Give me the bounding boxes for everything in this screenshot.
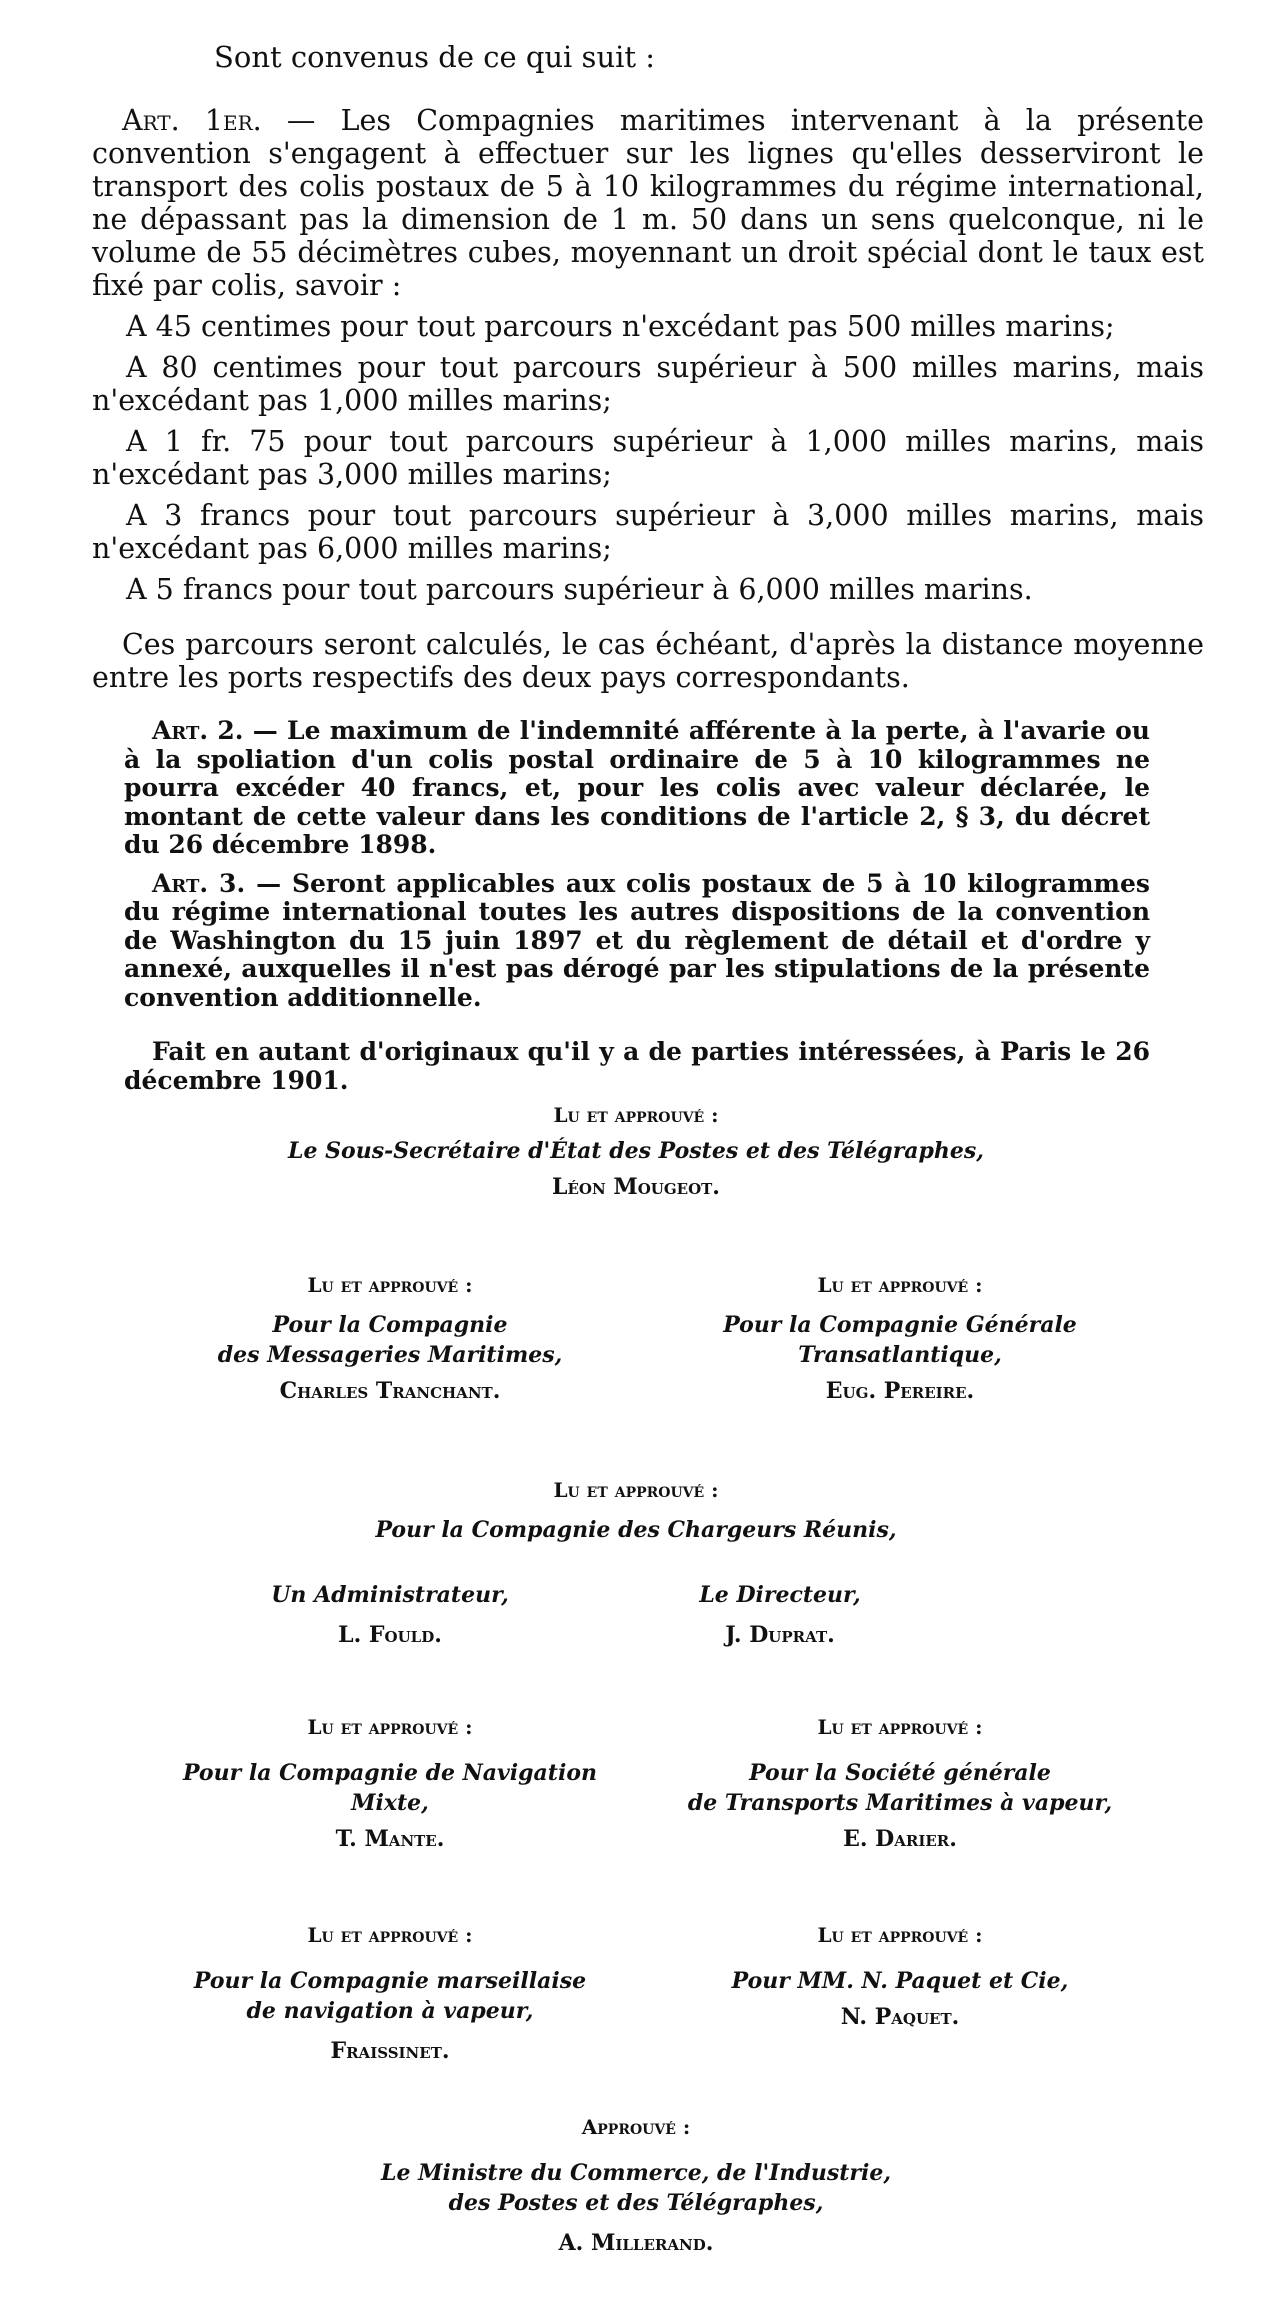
signatory-name: Eug. Pereire. bbox=[825, 1378, 975, 1404]
signature-societe-generale bbox=[660, 1712, 1140, 1854]
signatory-name: N. Paquet. bbox=[840, 2004, 960, 2030]
signatory-title-line2: de navigation à vapeur, bbox=[246, 1998, 534, 2024]
signatory-role: Le Directeur, bbox=[699, 1582, 861, 1608]
signatory-name: E. Darier. bbox=[843, 1826, 957, 1852]
article-1-label: Art. 1er. bbox=[122, 104, 262, 137]
signatory-title-line1: Pour la Société générale bbox=[749, 1760, 1051, 1786]
signature-transatlantique bbox=[630, 1270, 1170, 1406]
rate-line: A 5 francs pour tout parcours supérieur à 6,000 milles marins. bbox=[126, 573, 1033, 606]
signatory-title: Pour la Compagnie de Navigation Mixte, bbox=[182, 1760, 597, 1816]
signatory-name: Charles Tranchant. bbox=[279, 1378, 501, 1404]
signature-marseillaise bbox=[170, 1920, 610, 2066]
article-1-text: — Les Compagnies maritimes intervenant à la présente convention s'engagent à effectuer sur les lignes qu'elles desserviront le transport des colis postaux de 5 à 10 kilogrammes du régime international, ne dépassant pas la dimension de 1 m. 50 dans un sens quelconque, ni le volume de 55 décimètres cubes, moyennant un droit spécial dont le taux est fixé par colis, savoir : bbox=[92, 104, 1204, 302]
lu-approuve-heading: Lu et approuvé : bbox=[307, 1715, 473, 1739]
signatory-name: A. Millerand. bbox=[558, 2230, 714, 2256]
signatory-name: L. Fould. bbox=[338, 1622, 442, 1648]
signature-paquet bbox=[680, 1920, 1120, 2032]
rate-line: A 1 fr. 75 pour tout parcours supérieur à 1,000 milles marins, mais n'excédant pas 3,000 milles marins; bbox=[92, 425, 1204, 491]
articles-2-3 bbox=[124, 717, 1150, 1105]
signatory-name: T. Mante. bbox=[335, 1826, 445, 1852]
intro-line: Sont convenus de ce qui suit : bbox=[214, 40, 656, 74]
signatory-title: Pour la Compagnie Générale Transatlantique, bbox=[723, 1312, 1077, 1368]
signature-ministre bbox=[0, 2112, 1272, 2258]
signature-messageries bbox=[170, 1270, 610, 1406]
article-1 bbox=[92, 104, 1204, 694]
signatory-title-line2: des Messageries Maritimes, bbox=[217, 1342, 563, 1368]
article-2-text: — Le maximum de l'indemnité afférente à la perte, à l'avarie ou à la spoliation d'un colis postal ordinaire de 5 à 10 kilogrammes ne pourra excéder 40 francs, et, pour les colis avec valeur déclarée, le montant de cette valeur dans les conditions de l'article 2, § 3, du décret du 26 décembre 1898. bbox=[124, 716, 1150, 859]
signatory-title-line1: Pour la Compagnie bbox=[272, 1312, 508, 1338]
lu-approuve-heading: Lu et approuvé : bbox=[307, 1923, 473, 1947]
signature-chargeurs bbox=[0, 1475, 1272, 1545]
signatory-title: Le Sous-Secrétaire d'État des Postes et des Télégraphes, bbox=[288, 1138, 984, 1164]
article-3-paragraph bbox=[124, 870, 1150, 1013]
lu-approuve-heading: Lu et approuvé : bbox=[553, 1478, 719, 1502]
approuve-heading: Approuvé : bbox=[581, 2115, 691, 2139]
signature-navigation-mixte bbox=[170, 1712, 610, 1854]
signatory-name: Léon Mougeot. bbox=[552, 1174, 720, 1200]
signatory-name: Fraissinet. bbox=[330, 2038, 450, 2064]
article-2-label: Art. 2. bbox=[152, 716, 244, 745]
signatory-name: J. Duprat. bbox=[725, 1622, 835, 1648]
article-3-label: Art. 3. bbox=[152, 868, 246, 898]
article-1-paragraph bbox=[92, 104, 1204, 302]
lu-approuve-heading: Lu et approuvé : bbox=[553, 1103, 719, 1127]
signatory-title-line2: des Postes et des Télégraphes, bbox=[448, 2190, 824, 2216]
signatory-title-line2: de Transports Maritimes à vapeur, bbox=[687, 1790, 1113, 1816]
lu-approuve-heading: Lu et approuvé : bbox=[817, 1715, 983, 1739]
signature-chargeurs-administrateur bbox=[170, 1580, 610, 1650]
article-1-closing: Ces parcours seront calculés, le cas échéant, d'après la distance moyenne entre les ports respectifs des deux pays correspondants. bbox=[92, 628, 1204, 694]
lu-approuve-heading: Lu et approuvé : bbox=[817, 1923, 983, 1947]
rate-line: A 45 centimes pour tout parcours n'excédant pas 500 milles marins; bbox=[126, 310, 1115, 343]
fait-paragraph: Fait en autant d'originaux qu'il y a de parties intéressées, à Paris le 26 décembre 1901. bbox=[124, 1037, 1150, 1095]
signatory-title: Pour la Compagnie des Chargeurs Réunis, bbox=[375, 1517, 897, 1543]
signatory-title-line1: Le Ministre du Commerce, de l'Industrie, bbox=[380, 2160, 891, 2186]
rate-line: A 80 centimes pour tout parcours supérieur à 500 milles marins, mais n'excédant pas 1,000 milles marins; bbox=[92, 351, 1204, 417]
article-3-text: — Seront applicables aux colis postaux de 5 à 10 kilogrammes du régime international toutes les autres dispositions de la convention de Washington du 15 juin 1897 et du règlement de détail et d'ordre y annexé, auxquelles il n'est pas dérogé par les stipulations de la présente convention additionnelle. bbox=[124, 868, 1150, 1012]
signature-chargeurs-directeur bbox=[620, 1580, 940, 1650]
article-2-paragraph bbox=[124, 717, 1150, 860]
signature-sous-secretaire bbox=[0, 1100, 1272, 1202]
signatory-role: Un Administrateur, bbox=[271, 1582, 509, 1608]
signatory-title: Pour MM. N. Paquet et Cie, bbox=[731, 1968, 1069, 1994]
lu-approuve-heading: Lu et approuvé : bbox=[817, 1273, 983, 1297]
rate-line: A 3 francs pour tout parcours supérieur à 3,000 milles marins, mais n'excédant pas 6,000 milles marins; bbox=[92, 499, 1204, 565]
lu-approuve-heading: Lu et approuvé : bbox=[307, 1273, 473, 1297]
signatory-title-line1: Pour la Compagnie marseillaise bbox=[193, 1968, 587, 1994]
